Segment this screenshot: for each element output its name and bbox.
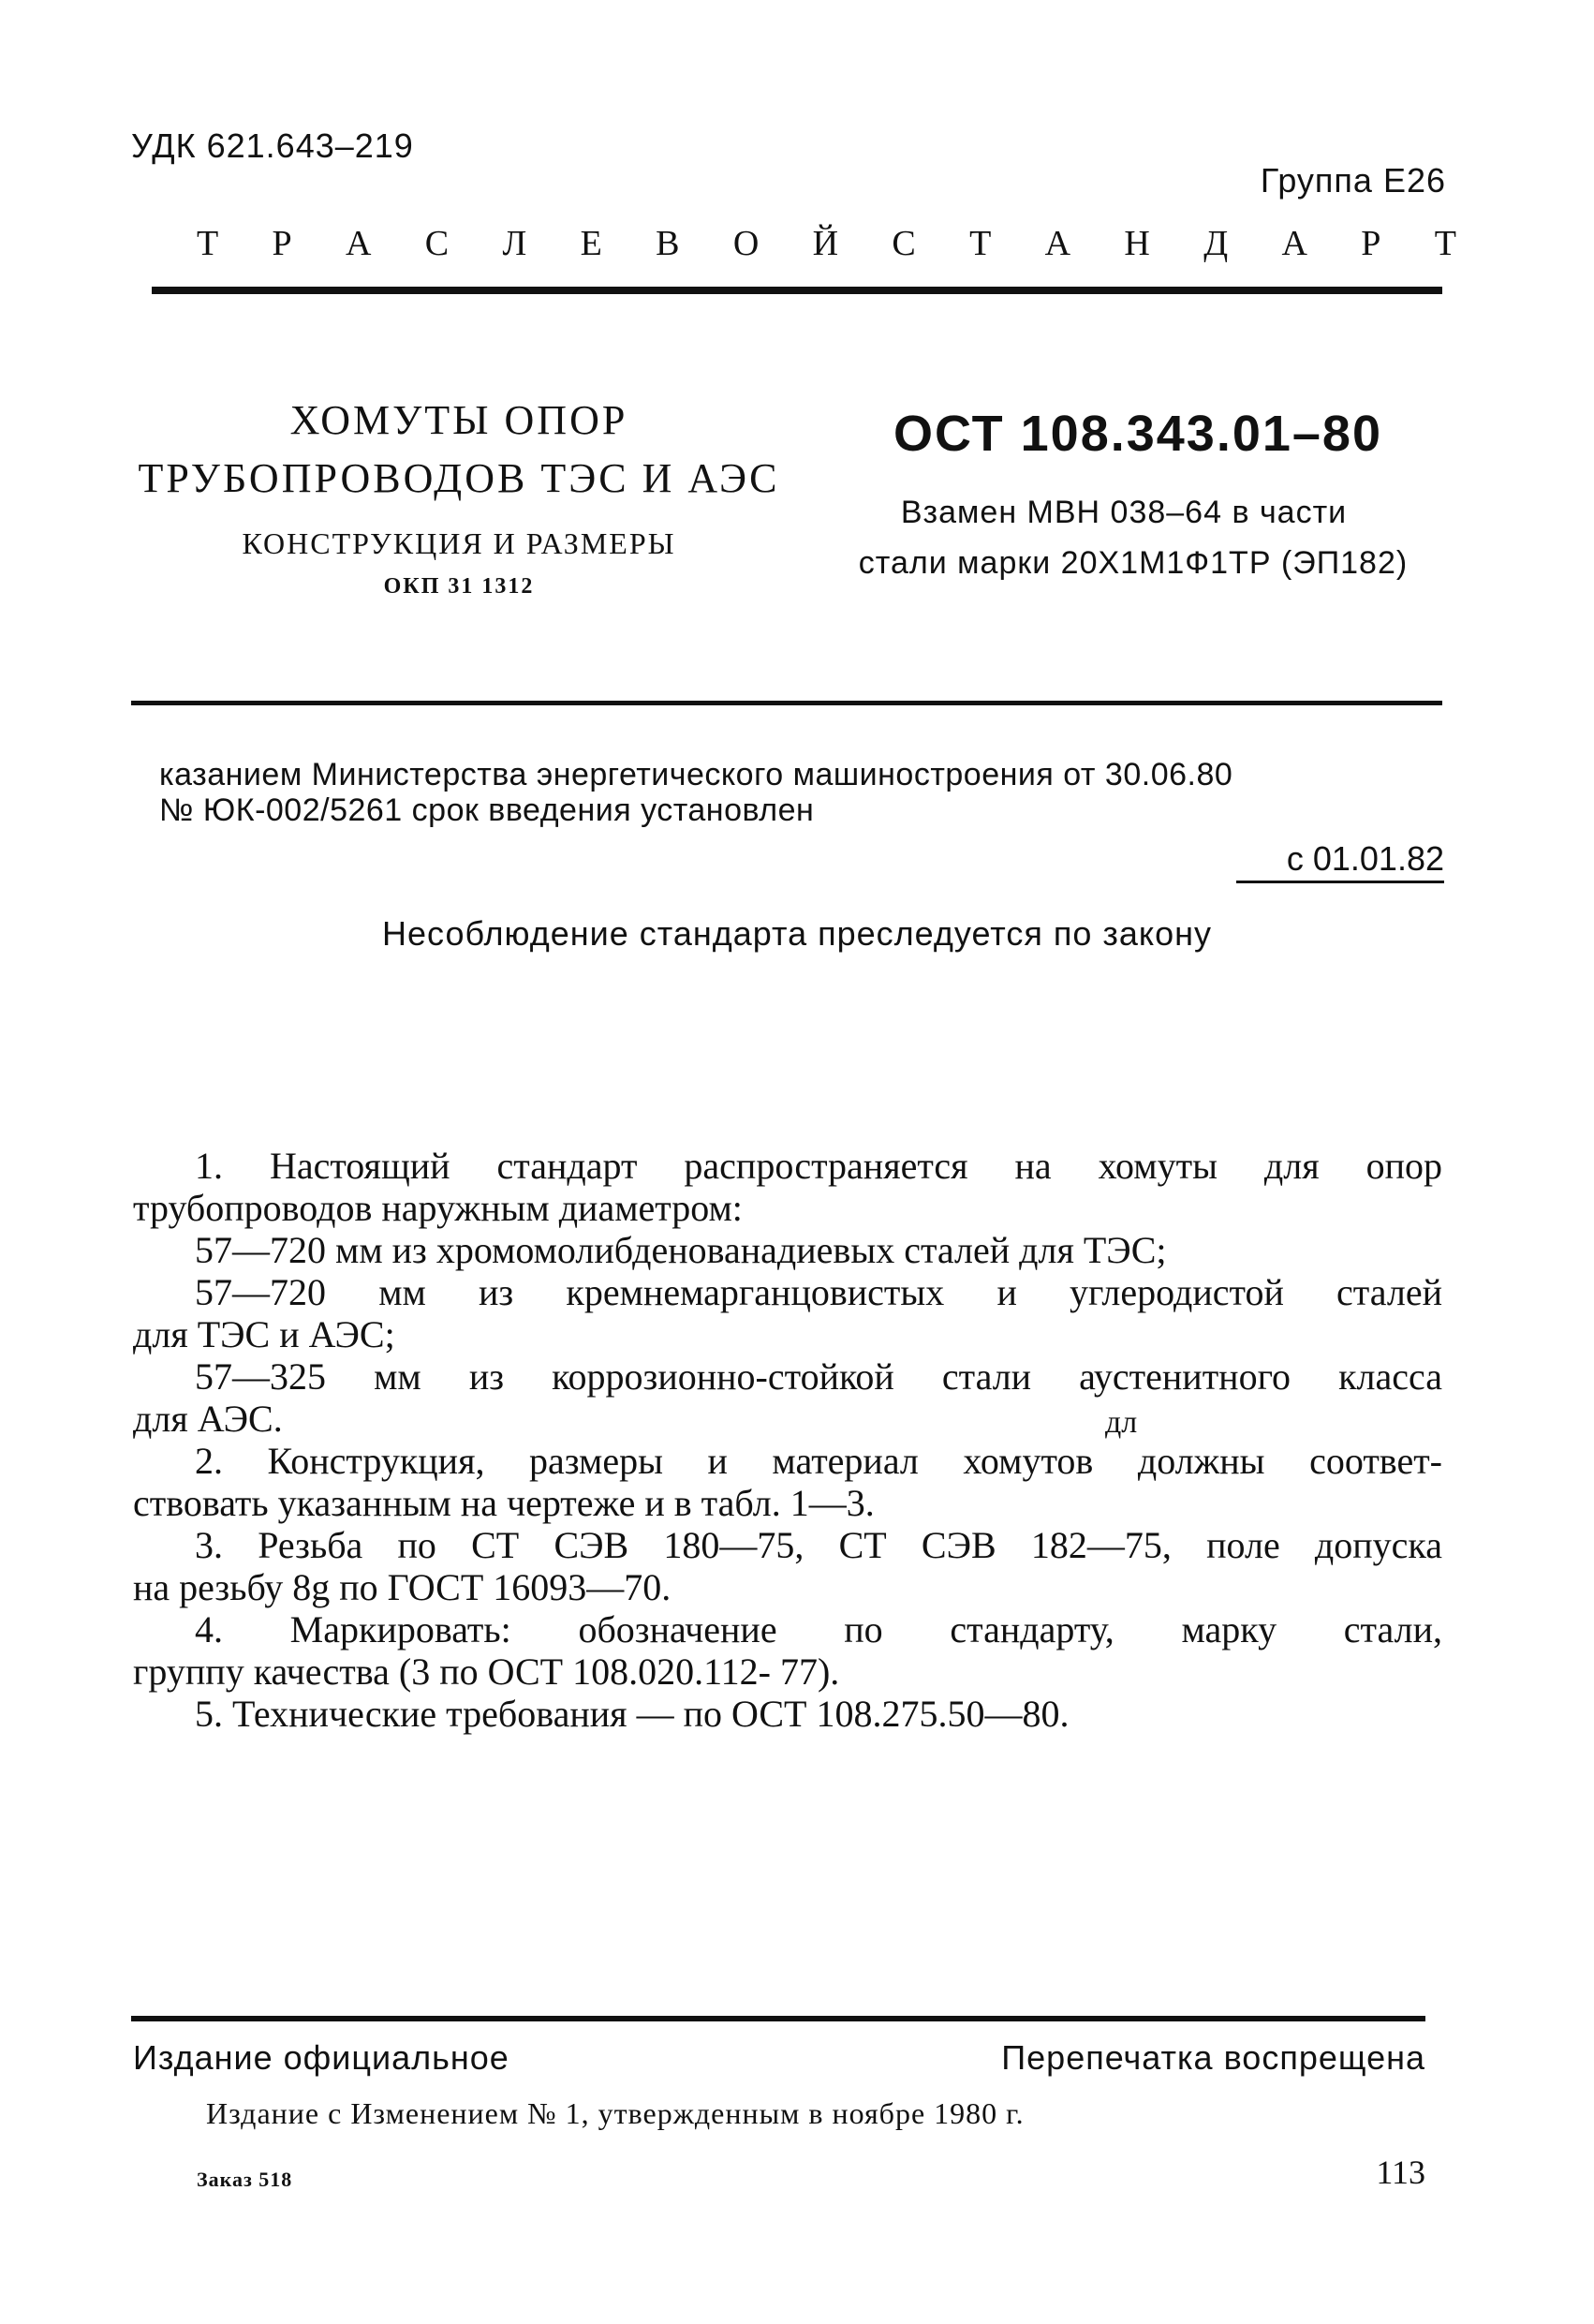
- heading-letter: Т: [969, 224, 992, 263]
- title-divider: [131, 701, 1442, 705]
- heading-letter: Р: [1361, 224, 1381, 263]
- group-code: Группа Е26: [1260, 161, 1446, 200]
- body-line: для АЭС.: [133, 1398, 283, 1440]
- heading-letter: А: [1281, 224, 1307, 263]
- body-line: ствовать указанным на чертеже и в табл. 1—3.: [133, 1482, 875, 1524]
- body-line: 1. Настоящий стандарт распространяется на хомуты для опор: [195, 1145, 1442, 1187]
- footer-divider: [131, 2016, 1425, 2021]
- decree-line-1: казанием Министерства энергетического машиностроения от 30.06.80: [159, 757, 1233, 792]
- title-line-2: ТРУБОПРОВОДОВ ТЭС И АЭС: [138, 455, 780, 501]
- title-line-1: ХОМУТЫ ОПОР: [289, 397, 628, 443]
- heading-letter: Р: [272, 224, 292, 263]
- replaces-line-1: Взамен МВН 038–64 в части: [900, 495, 1348, 530]
- effective-date-underline: [1236, 881, 1444, 883]
- order-number: Заказ 518: [197, 2168, 293, 2191]
- reprint-prohibited-label: Перепечатка воспрещена: [1001, 2038, 1425, 2077]
- heading-letter: В: [656, 224, 680, 263]
- page-number: 113: [1376, 2154, 1425, 2191]
- body-line: для ТЭС и АЭС;: [133, 1313, 395, 1355]
- legal-notice: Несоблюдение стандарта преследуется по закону: [382, 914, 1212, 953]
- heading-letter: А: [1044, 224, 1071, 263]
- body-line: 5. Технические требования — по ОСТ 108.275.50—80.: [195, 1693, 1070, 1735]
- body-line: группу качества (3 по ОСТ 108.020.112- 77).: [133, 1650, 840, 1693]
- heading-letter: Д: [1203, 224, 1229, 263]
- body-line: 2. Конструкция, размеры и материал хомутов должны соответ-: [195, 1440, 1442, 1482]
- heading-letter: Й: [812, 224, 839, 263]
- amendment-note: Издание с Изменением № 1, утвержденным в ноябре 1980 г.: [206, 2096, 1025, 2130]
- decree-line-2: № ЮК-002/5261 срок введения установлен: [159, 792, 815, 828]
- standard-type-heading: [197, 223, 1456, 264]
- udk-code: УДК 621.643–219: [131, 126, 414, 165]
- okp-code: ОКП 31 1312: [383, 574, 535, 599]
- document-title: [112, 392, 805, 600]
- body-line: 3. Резьба по СТ СЭВ 180—75, СТ СЭВ 182—75, поле допуска: [195, 1524, 1442, 1566]
- heading-letter: Е: [580, 224, 602, 263]
- heading-letter: Т: [1434, 224, 1456, 263]
- heading-letter: Н: [1124, 224, 1150, 263]
- heading-letter: А: [346, 224, 372, 263]
- body-line: трубопроводов наружным диаметром:: [133, 1187, 743, 1229]
- body-line: 57—325 мм из коррозионно-стойкой стали аустенитного класса: [195, 1355, 1442, 1398]
- heading-letter: Т: [197, 224, 219, 263]
- replaces-line-2: стали марки 20Х1М1Ф1ТР (ЭП182): [858, 545, 1409, 581]
- body-line: 57—720 мм из хромомолибденованадиевых сталей для ТЭС;: [195, 1229, 1167, 1271]
- heading-letter: С: [892, 224, 916, 263]
- heading-letter: Л: [502, 224, 527, 263]
- heading-letter: О: [732, 224, 760, 263]
- header-divider: [152, 287, 1442, 294]
- body-line: 57—720 мм из кремнемарганцовистых и углеродистой сталей: [195, 1271, 1442, 1313]
- stray-mark: дл: [1105, 1405, 1138, 1440]
- official-edition-label: Издание официальное: [133, 2038, 509, 2077]
- standard-designation: ОСТ 108.343.01–80: [893, 406, 1382, 462]
- body-line: 4. Маркировать: обозначение по стандарту, марку стали,: [195, 1608, 1442, 1650]
- title-subtitle: КОНСТРУКЦИЯ И РАЗМЕРЫ: [242, 526, 676, 560]
- body-line: на резьбу 8g по ГОСТ 16093—70.: [133, 1566, 672, 1608]
- heading-letter: С: [424, 224, 450, 263]
- effective-date: с 01.01.82: [1286, 839, 1444, 878]
